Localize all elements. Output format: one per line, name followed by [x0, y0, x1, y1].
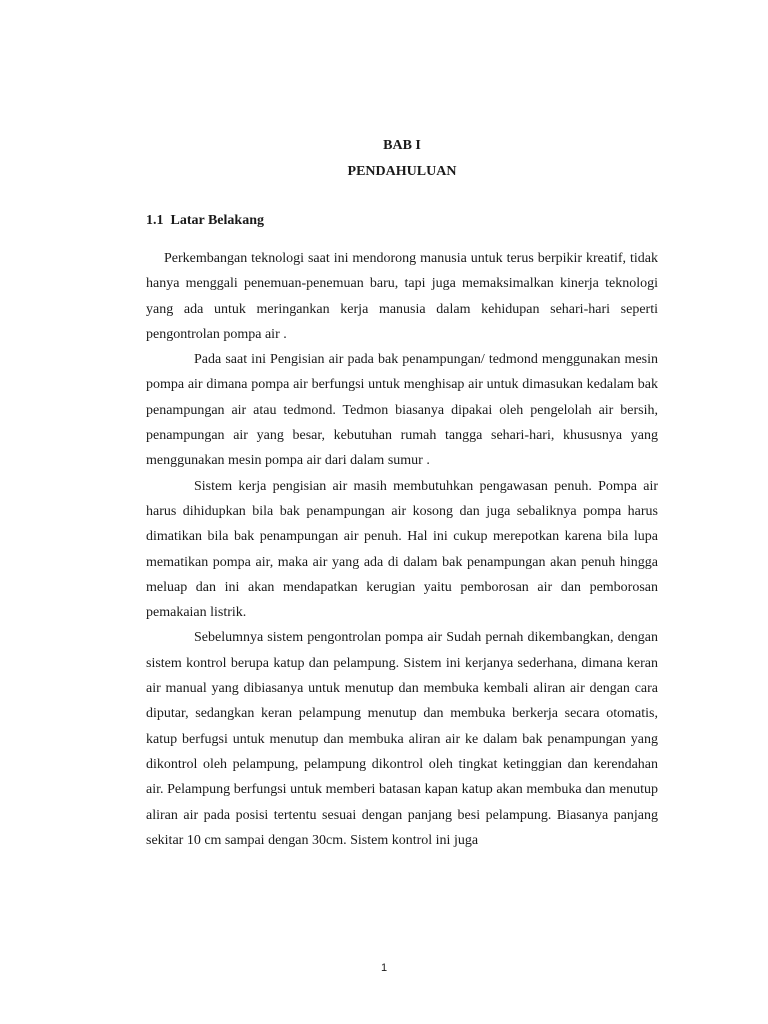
chapter-label: BAB I	[383, 138, 421, 153]
body-text	[146, 246, 658, 853]
paragraph-3: Sistem kerja pengisian air masih membutuhkan pengawasan penuh. Pompa air harus dihidupkan bila bak penampungan air kosong dan juga sebaliknya pompa harus dimatikan bila bak penampungan air penuh. Hal ini cukup merepotkan karena bila lupa mematikan pompa air, maka air yang ada di dalam bak penampungan akan penuh hingga meluap dan ini akan mendapatkan kerugian yaitu pemborosan air dan pemborosan pemakaian listrik.	[146, 478, 658, 621]
paragraph-1: Perkembangan teknologi saat ini mendorong manusia untuk terus berpikir kreatif, tidak hanya menggali penemuan-penemuan baru, tapi juga memaksimalkan kinerja teknologi yang ada untuk meringankan kerja manusia dalam kehidupan sehari-hari seperti pengontrolan pompa air .	[146, 251, 658, 342]
paragraph-4: Sebelumnya sistem pengontrolan pompa air Sudah pernah dikembangkan, dengan sistem kontrol berupa katup dan pelampung. Sistem ini kerjanya sederhana, dimana keran air manual yang dibiasanya untuk menutup dan membuka kembali aliran air dengan cara diputar, sedangkan keran pelampung menutup dan membuka berkerja secara otomatis, katup berfugsi untuk menutup dan membuka aliran air ke dalam bak penampungan yang dikontrol oleh pelampung, pelampung dikontrol oleh tingkat ketinggian dan kerendahan air. Pelampung berfungsi untuk memberi batasan kapan katup akan membuka dan menutup aliran air pada posisi tertentu sesuai dengan panjang besi pelampung. Biasanya panjang sekitar 10 cm sampai dengan 30cm. Sistem kontrol ini juga	[146, 630, 658, 848]
section-heading: 1.1 Latar Belakang	[146, 213, 264, 228]
chapter-title: PENDAHULUAN	[347, 164, 457, 179]
page-number: 1	[380, 962, 388, 974]
paragraph-2: Pada saat ini Pengisian air pada bak penampungan/ tedmond menggunakan mesin pompa air dimana pompa air berfungsi untuk menghisap air untuk dimasukan kedalam bak penampungan air atau tedmond. Tedmon biasanya dipakai oleh pengelolah air bersih, penampungan air yang besar, kebutuhan rumah tangga sehari-hari, khususnya yang menggunakan mesin pompa air dari dalam sumur .	[146, 352, 658, 469]
